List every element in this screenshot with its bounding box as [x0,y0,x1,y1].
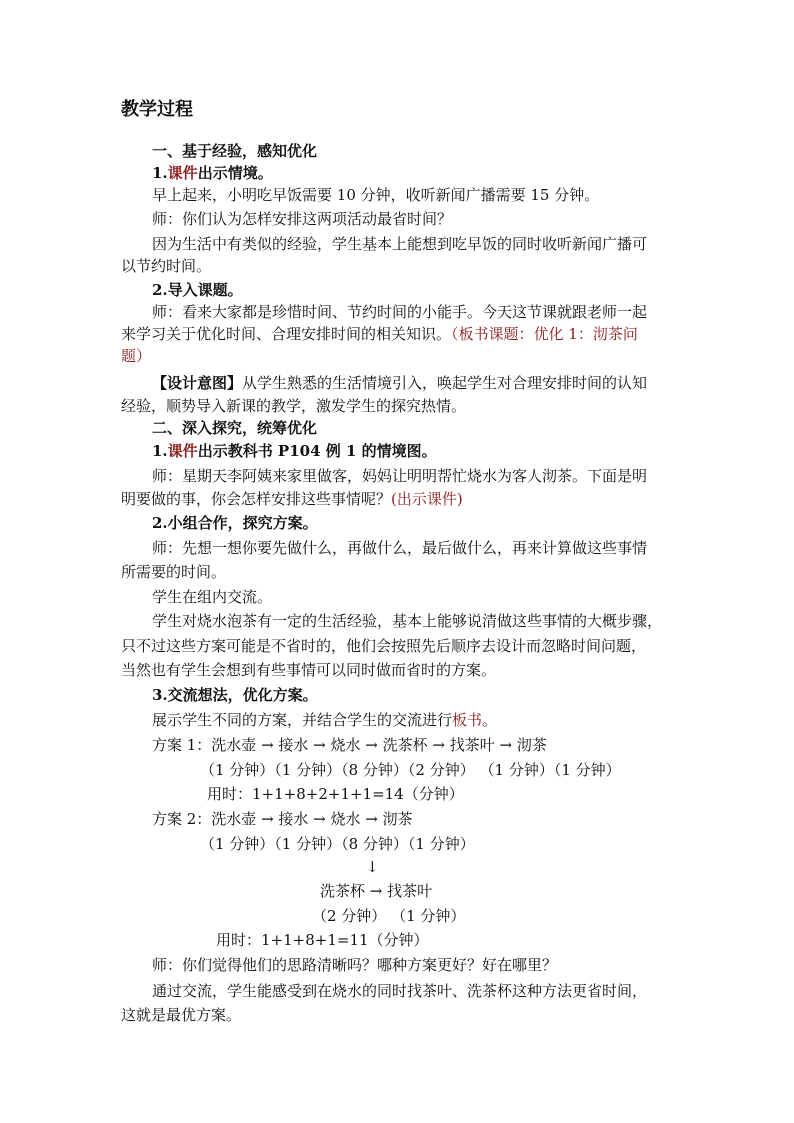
s1-paragraph-4b-text: 来学习关于优化时间、合理安排时间的相关知识。 [121,325,452,343]
plan-2-steps: 方案 2：洗水壶 → 接水 → 烧水 → 沏茶 [152,810,413,828]
plan-2-total: 用时：1+1+8+1=11（分钟） [216,931,429,949]
show-courseware-note: (出示课件) [391,490,463,508]
s1-paragraph-2: 师：你们认为怎样安排这两项活动最省时间？ [152,210,453,228]
s2-paragraph-5 [152,710,497,730]
s2-paragraph-1b-text: 明要做的事，你会怎样安排这些事情呢？ [121,490,392,508]
design-intent-label: 【设计意图】 [152,374,243,392]
s2-paragraph-2b: 所需要的时间。 [121,563,227,581]
s2-paragraph-1a: 师：星期天李阿姨来家里做客，妈妈让明明帮忙烧水为客人沏茶。下面是明 [152,467,648,485]
s2-step-1-keyword: 课件 [167,442,198,460]
design-intent-text-2: 经验，顺势导入新课的教学，激发学生的探究热情。 [121,397,467,415]
plan-1-times: （1 分钟）（1 分钟）（8 分钟）（2 分钟） （1 分钟）（1 分钟） [200,761,621,779]
s2-paragraph-2a: 师：先想一想你要先做什么，再做什么，最后做什么，再来计算做这些事情 [152,539,648,557]
blackboard-note: （板书课题：优化 1：沏茶问 [451,325,638,343]
design-intent-paragraph [152,373,647,393]
plan-2-branch: 洗茶杯 → 找茶叶 [320,882,433,900]
page-title: 教学过程 [121,99,193,120]
s2-paragraph-5-text: 展示学生不同的方案，并结合学生的交流进行 [152,711,453,729]
blackboard-note-end: 题） [121,347,152,365]
closing-answer-2: 这就是最优方案。 [121,1006,242,1024]
s2-step-1-heading [152,441,437,461]
s2-paragraph-4a: 学生对烧水泡茶有一定的生活经验，基本上能够说清做这些事情的大概步骤， [152,612,663,630]
s2-paragraph-4c: 当然也有学生会想到有些事情可以同时做而省时的方案。 [121,661,497,679]
down-arrow-icon: ↓ [366,858,379,876]
s1-step-1-heading [152,163,273,183]
s1-paragraph-1: 早上起来，小明吃早饭需要 10 分钟，收听新闻广播需要 15 分钟。 [152,186,600,204]
design-intent-text: 从学生熟悉的生活情境引入，唤起学生对合理安排时间的认知 [242,374,648,392]
s2-step-3-heading: 3.交流想法，优化方案。 [152,686,318,704]
closing-question: 师：你们觉得他们的思路清晰吗？哪种方案更好？好在哪里？ [152,956,558,974]
section-2-heading: 二、深入探究，统筹优化 [152,419,318,437]
s1-paragraph-4a: 师：看来大家都是珍惜时间、节约时间的小能手。今天这节课就跟老师一起 [152,303,648,321]
plan-2-times: （1 分钟）（1 分钟）（8 分钟）（1 分钟） [200,835,475,853]
s1-paragraph-3a: 因为生活中有类似的经验，学生基本上能想到吃早饭的同时收听新闻广播可 [152,235,648,253]
blackboard-keyword: 板书 [452,711,483,729]
s1-step-1-keyword: 课件 [167,164,198,182]
s1-paragraph-4b [121,324,638,344]
section-1-heading: 一、基于经验，感知优化 [152,142,318,160]
s1-step-1-number: 1. [152,164,168,182]
s1-step-1-text: 出示情境。 [197,164,273,182]
s2-step-1-text: 出示教科书 P104 例 1 的情境图。 [197,442,437,460]
s1-paragraph-3b: 以节约时间。 [121,257,212,275]
plan-2-branch-times: （2 分钟） （1 分钟） [312,907,466,925]
s1-step-2-heading: 2.导入课题。 [152,281,243,299]
s2-paragraph-1b [121,489,463,509]
s2-paragraph-5-end: 。 [482,711,498,729]
plan-1-total: 用时：1+1+8+2+1+1=14（分钟） [207,785,464,803]
s2-paragraph-3: 学生在组内交流。 [152,588,273,606]
closing-answer-1: 通过交流，学生能感受到在烧水的同时找茶叶、洗茶杯这种方法更省时间， [152,982,648,1000]
plan-1-steps: 方案 1：洗水壶 → 接水 → 烧水 → 洗茶杯 → 找茶叶 → 沏茶 [152,736,547,754]
s2-step-2-heading: 2.小组合作，探究方案。 [152,514,318,532]
s2-step-1-number: 1. [152,442,168,460]
s2-paragraph-4b: 只不过这些方案可能是不省时的，他们会按照先后顺序去设计而忽略时间问题， [121,637,647,655]
